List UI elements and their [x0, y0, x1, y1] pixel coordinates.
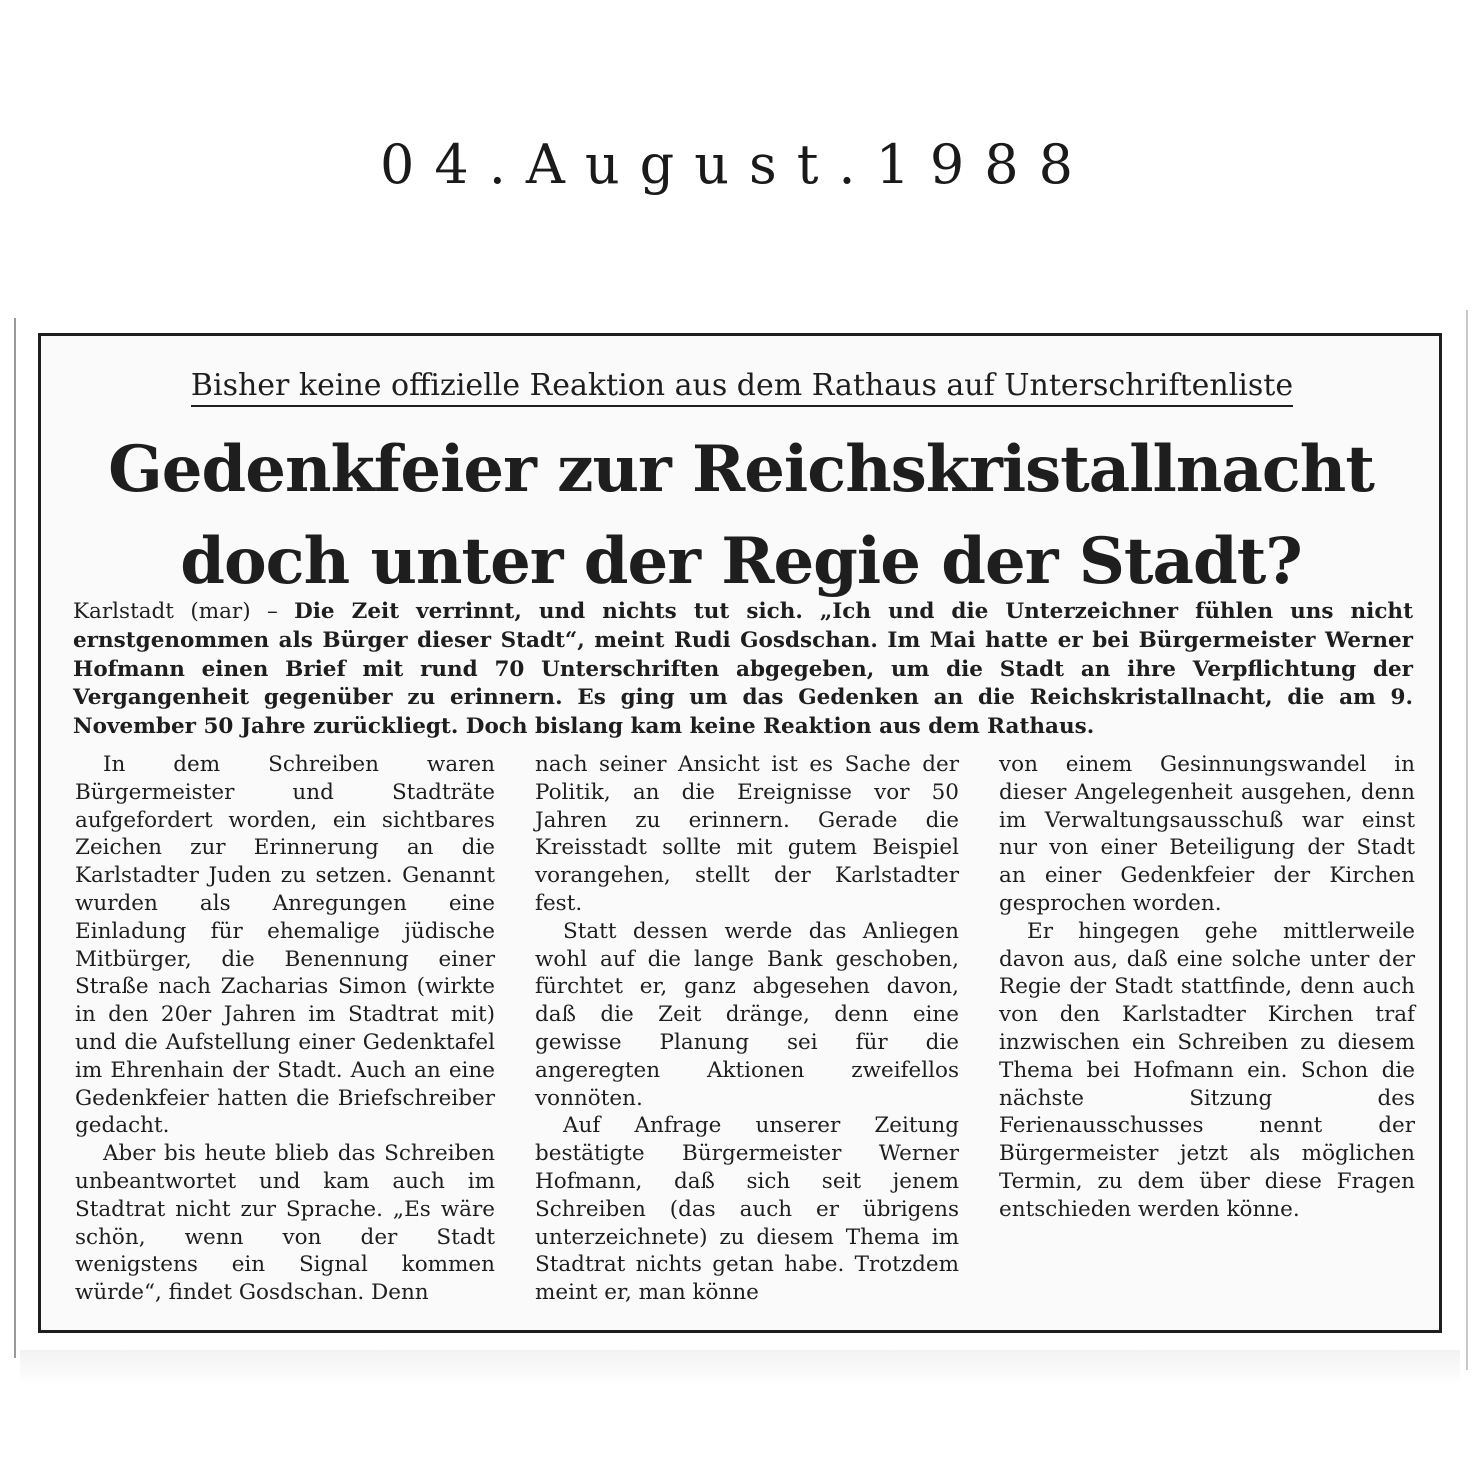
lead-dateline: Karlstadt (mar) – [73, 599, 295, 624]
article-lead [73, 598, 1413, 742]
scan-edge-left [14, 318, 16, 1358]
column-2-paragraph-3: Auf Anfrage unserer Zeitung bestätigte Bürgermeister Werner Hofmann, daß sich seit jenem Schreiben (das auch er übrigens unterzeichnete) zu diesem Thema im Stadtrat nichts getan habe. Trotzdem meint er, man könne [535, 1113, 959, 1306]
article-kicker [111, 366, 1373, 406]
column-2-paragraph-2: Statt dessen werde das Anliegen wohl auf die lange Bank geschoben, fürchtet er, ganz abgesehen davon, daß die Zeit dränge, denn eine gewisse Planung sei für die angeregten Aktionen zweifellos vonnöten. [535, 918, 959, 1111]
scan-edge-right [1466, 310, 1468, 1370]
column-2-paragraph-1: nach seiner Ansicht ist es Sache der Politik, an die Ereignisse vor 50 Jahren zu erinnern. Gerade die Kreisstadt sollte mit gutem Beispiel vorangehen, stellt der Karlstadter fest. [535, 752, 959, 916]
kicker-text: Bisher keine offizielle Reaktion aus dem Rathaus auf Unterschriftenliste [191, 368, 1293, 407]
column-1-paragraph-1: In dem Schreiben waren Bürgermeister und Stadträte aufgefordert worden, ein sichtbares Zeichen zur Erinnerung an die Karlstadter Juden zu setzen. Genannt wurden als Anregungen eine Einladung für ehemalige jüdische Mitbürger, die Benennung einer Straße nach Zacharias Simon (wirkte in den 20er Jahren im Stadtrat mit) und die Aufstellung einer Gedenktafel im Ehrenhain der Stadt. Auch an eine Gedenkfeier hatten die Briefschreiber gedacht. [75, 752, 495, 1139]
column-3-paragraph-1: von einem Gesinnungswandel in dieser Angelegenheit ausgehen, denn im Verwaltungsausschuß war einst nur von einer Beteiligung der Stadt an einer Gedenkfeier der Kirchen gesprochen worden. [999, 752, 1415, 916]
scan-shadow [20, 1350, 1460, 1386]
column-3-paragraph-2: Er hingegen gehe mittlerweile davon aus, daß eine solche unter der Regie der Stadt stattfinde, denn auch von den Karlstadter Kirchen traf inzwischen ein Schreiben zu diesem Thema bei Hofmann ein. Schon die nächste Sitzung des Ferienausschusses nennt der Bürgermeister jetzt als möglichen Termin, zu dem über diese Fragen entschieden werden könne. [999, 918, 1415, 1222]
lead-text: Die Zeit verrinnt, und nichts tut sich. „Ich und die Unterzeichner fühlen uns nicht ernstgenommen als Bürger dieser Stadt“, meint Rudi Gosdschan. Im Mai hatte er bei Bürgermeister Werner Hofmann einen Brief mit rund 70 Unterschriften abgegeben, um die Stadt an ihre Verpflichtung der Vergangenheit gegenüber zu erinnern. Es ging um das Gedenken an die Reichskristallnacht, die am 9. November 50 Jahre zurückliegt. Doch bislang kam keine Reaktion aus dem Rathaus. [73, 599, 1413, 740]
headline-line-1: Gedenkfeier zur Reichskristallnacht [108, 432, 1374, 507]
date-caption: 04.August.1988 [380, 133, 1094, 196]
column-1-paragraph-2: Aber bis heute blieb das Schreiben unbeantwortet und kam auch im Stadtrat nicht zur Sprache. „Es wäre schön, wenn von der Stadt wenigstens ein Signal kommen würde“, findet Gosdschan. Denn [75, 1141, 495, 1306]
headline-line-2: doch unter der Regie der Stadt? [180, 524, 1302, 599]
article-column-3 [999, 751, 1415, 1224]
newspaper-clipping [38, 333, 1442, 1333]
article-column-2 [535, 751, 959, 1307]
article-headline [81, 424, 1401, 608]
article-column-1 [75, 751, 495, 1307]
